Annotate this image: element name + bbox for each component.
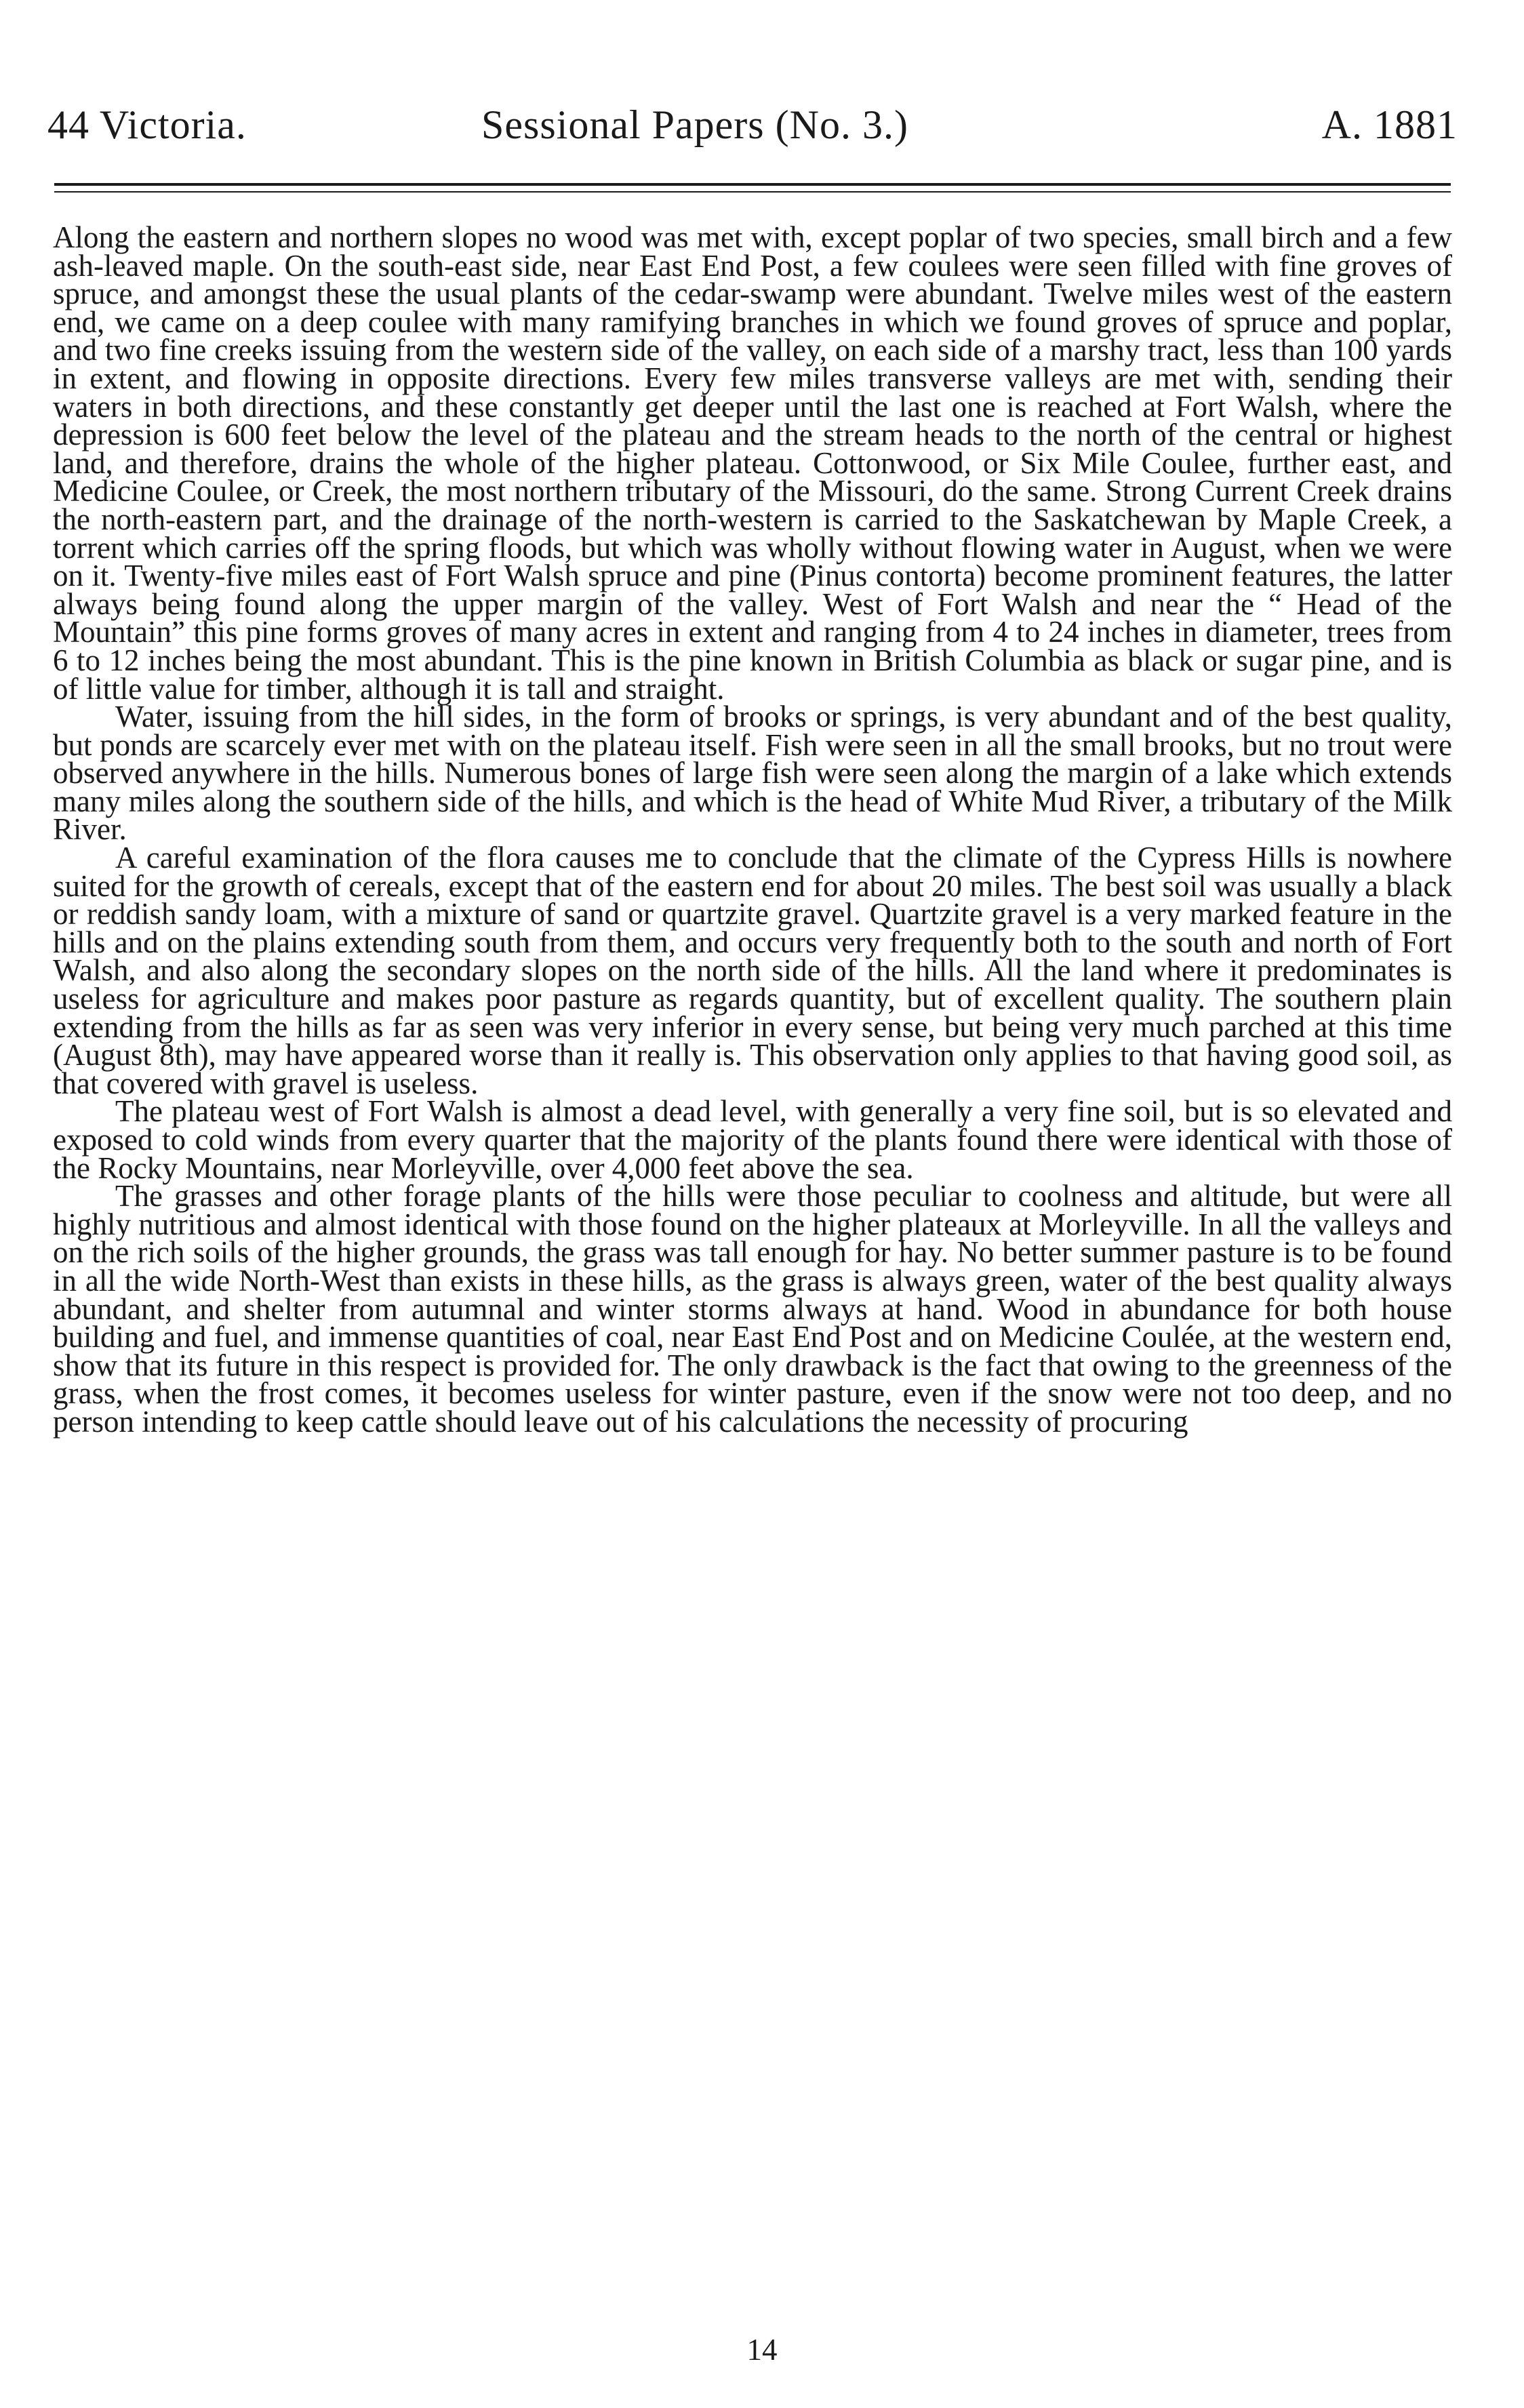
paragraph-woods: Along the eastern and northern slopes no wood was met with, except poplar of two species, small birch and a few ash-leaved maple. On the south-east side, near East End Post, a few coulees were seen filled with fine groves of spruce, and amongst these the usual plants of the cedar-swamp were abundant. Twelve miles west of the eastern end, we came on a deep coulee with many ramifying branches in which we found groves of spruce and poplar, and two fine creeks issuing from the western side of the valley, on each side of a marshy tract, less than 100 yards in extent, and flowing in opposite directions. Every few miles transverse valleys are met with, sending their waters in both directions, and these constantly get deeper until the last one is reached at Fort Walsh, where the depression is 600 feet below the level of the plateau and the stream heads to the north of the central or highest land, and therefore, drains the whole of the higher plateau. Cottonwood, or Six Mile Coulee, further east, and Medicine Coulee, or Creek, the most northern tributary of the Missouri, do the same. Strong Current Creek drains the north-eastern part, and the drainage of the north-western is carried to the Saskatchewan by Maple Creek, a torrent which carries off the spring floods, but which was wholly without flowing water in August, when we were on it. Twenty-five miles east of Fort Walsh spruce and pine (Pinus contorta) become prominent features, the latter always being found along the upper margin of the valley. West of Fort Walsh and near the “ Head of the Mountain” this pine forms groves of many acres in extent and ranging from 4 to 24 inches in diameter, trees from 6 to 12 inches being the most abundant. This is the pine known in British Columbia as black or sugar pine, and is of little value for timber, although it is tall and straight. bbox=[53, 220, 1452, 706]
running-head bbox=[47, 102, 1458, 163]
page-number: 14 bbox=[746, 2333, 778, 2367]
paragraph-flora-soil: A careful examination of the flora causes me to conclude that the climate of the Cypress Hills is nowhere suited for the growth of cereals, except that of the eastern end for about 20 miles. The best soil was usually a black or reddish sandy loam, with a mixture of sand or quartzite gravel. Quartzite gravel is a very marked feature in the hills and on the plains extending south from them, and occurs very frequently both to the south and north of Fort Walsh, and also along the secondary slopes on the north side of the hills. All the land where it predominates is useless for agriculture and makes poor pasture as regards quantity, but of excellent quality. The southern plain extending from the hills as far as seen was very inferior in every sense, but being very much parched at this time (August 8th), may have appeared worse than it really is. This observation only applies to that having good soil, as that covered with gravel is useless. bbox=[53, 841, 1452, 1100]
paragraph-plateau: The plateau west of Fort Walsh is almost a dead level, with generally a very fine soil, but is so elevated and exposed to cold winds from every quarter that the majority of the plants found there were identical with those of the Rocky Mountains, near Morleyville, over 4,000 feet above the sea. bbox=[53, 1094, 1452, 1185]
header-rule-thin bbox=[54, 191, 1451, 193]
body-text bbox=[53, 220, 1452, 1439]
running-head-title: Sessional Papers (No. 3.) bbox=[481, 102, 908, 147]
running-head-volume: 44 Victoria. bbox=[47, 102, 247, 147]
paragraph-grasses: The grasses and other forage plants of the hills were those peculiar to coolness and altitude, but were all highly nutritious and almost identical with those found on the higher plateaux at Morleyville. In all the valleys and on the rich soils of the higher grounds, the grass was tall enough for hay. No better summer pasture is to be found in all the wide North-West than exists in these hills, as the grass is always green, water of the best quality always abundant, and shelter from autumnal and winter storms always at hand. Wood in abundance for both house building and fuel, and immense quantities of coal, near East End Post and on Medicine Coulée, at the western end, show that its future in this respect is provided for. The only drawback is the fact that owing to the greenness of the grass, when the frost comes, it becomes useless for winter pasture, even if the snow were not too deep, and no person intending to keep cattle should leave out of his calculations the necessity of procuring bbox=[53, 1179, 1452, 1439]
running-head-year: A. 1881 bbox=[1321, 102, 1458, 147]
paragraph-water: Water, issuing from the hill sides, in the form of brooks or springs, is very abundant and of the best quality, but ponds are scarcely ever met with on the plateau itself. Fish were seen in all the small brooks, but no trout were observed anywhere in the hills. Numerous bones of large fish were seen along the margin of a lake which extends many miles along the southern side of the hills, and which is the head of White Mud River, a tributary of the Milk River. bbox=[53, 700, 1452, 847]
header-rule-thick bbox=[54, 183, 1451, 186]
